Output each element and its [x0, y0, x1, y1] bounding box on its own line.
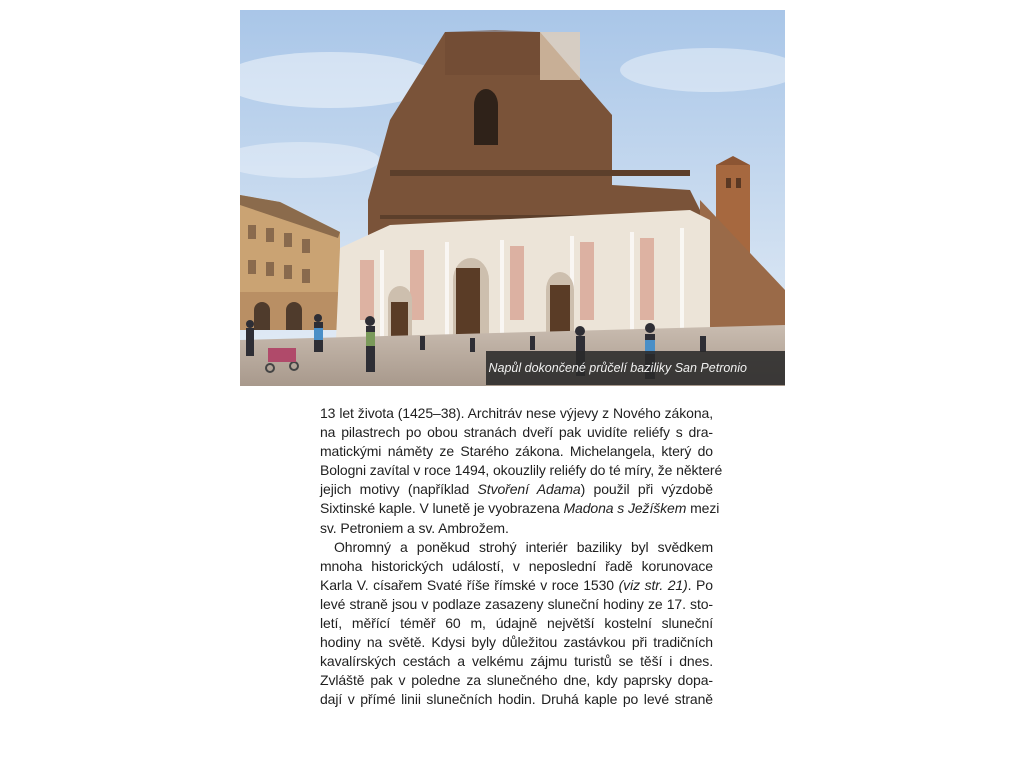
text-line [320, 538, 713, 557]
text-line [320, 633, 713, 652]
text-segment: jejich motivy (například [320, 481, 478, 498]
text-segment: dají v přímé linii slunečních hodin. Druhá kaple po levé straně [320, 691, 713, 708]
text-segment: letí, měřící téměř 60 m, údajně největší kostelní sluneční [320, 615, 713, 632]
text-line [320, 519, 713, 538]
text-segment: Karla V. císařem Svaté říše římské v roce 1530 [320, 576, 619, 593]
basilica-illustration [240, 10, 785, 386]
text-line [320, 423, 713, 442]
text-line [320, 442, 713, 461]
text-line [320, 671, 713, 690]
article-body [320, 404, 723, 710]
text-segment: 13 let života (1425–38). Architráv nese výjevy z Nového zákona, [320, 405, 713, 421]
basilica-photo [240, 10, 785, 386]
text-segment: matickými náměty ze Starého zákona. Michelangela, který do [320, 443, 713, 460]
text-line [320, 595, 713, 614]
text-line [320, 499, 720, 518]
text-segment: sv. Petroniem a sv. Ambrožem. [320, 519, 509, 536]
text-segment: na pilastrech po obou stranách dveří pak uvidíte reliéfy s dra- [320, 424, 713, 441]
text-segment: mnoha historických událostí, v neposlední řadě korunovace [320, 557, 713, 574]
text-segment: levé straně jsou v podlaze zasazeny sluneční hodiny ze 17. sto- [320, 595, 713, 612]
text-line [320, 614, 713, 633]
text-segment: Bologni zavítal v roce 1494, okouzlily reliéfy do té míry, že některé [320, 462, 723, 479]
photo-caption: Napůl dokončené průčelí baziliky San Petronio [486, 351, 785, 385]
text-segment: hodiny na světě. Kdysi byly důležitou zastávkou při tradičních [320, 634, 713, 651]
text-segment: mezi [686, 500, 720, 517]
text-segment: Sixtinské kaple. V lunetě je vyobrazena [320, 500, 564, 517]
text-segment: Zvláště pak v poledne za slunečného dne, kdy paprsky dopa- [320, 672, 713, 689]
italic-segment: (viz str. 21) [618, 576, 688, 593]
italic-segment: Stvoření Adama [477, 481, 581, 498]
text-line [320, 690, 713, 709]
text-segment: . Po [687, 576, 713, 593]
text-line [320, 557, 713, 576]
italic-segment: Madona s Ježíškem [563, 500, 687, 517]
text-line [320, 480, 713, 499]
text-line [320, 652, 713, 671]
text-segment: kavalírských cestách a velkému zájmu turistů se těší i dnes. [320, 653, 713, 670]
text-line [320, 461, 723, 480]
text-segment: Ohromný a poněkud strohý interiér baziliky byl svědkem [334, 538, 713, 555]
text-line [320, 404, 713, 423]
text-segment: ) použil při výzdobě [580, 481, 713, 498]
text-line [320, 576, 713, 595]
